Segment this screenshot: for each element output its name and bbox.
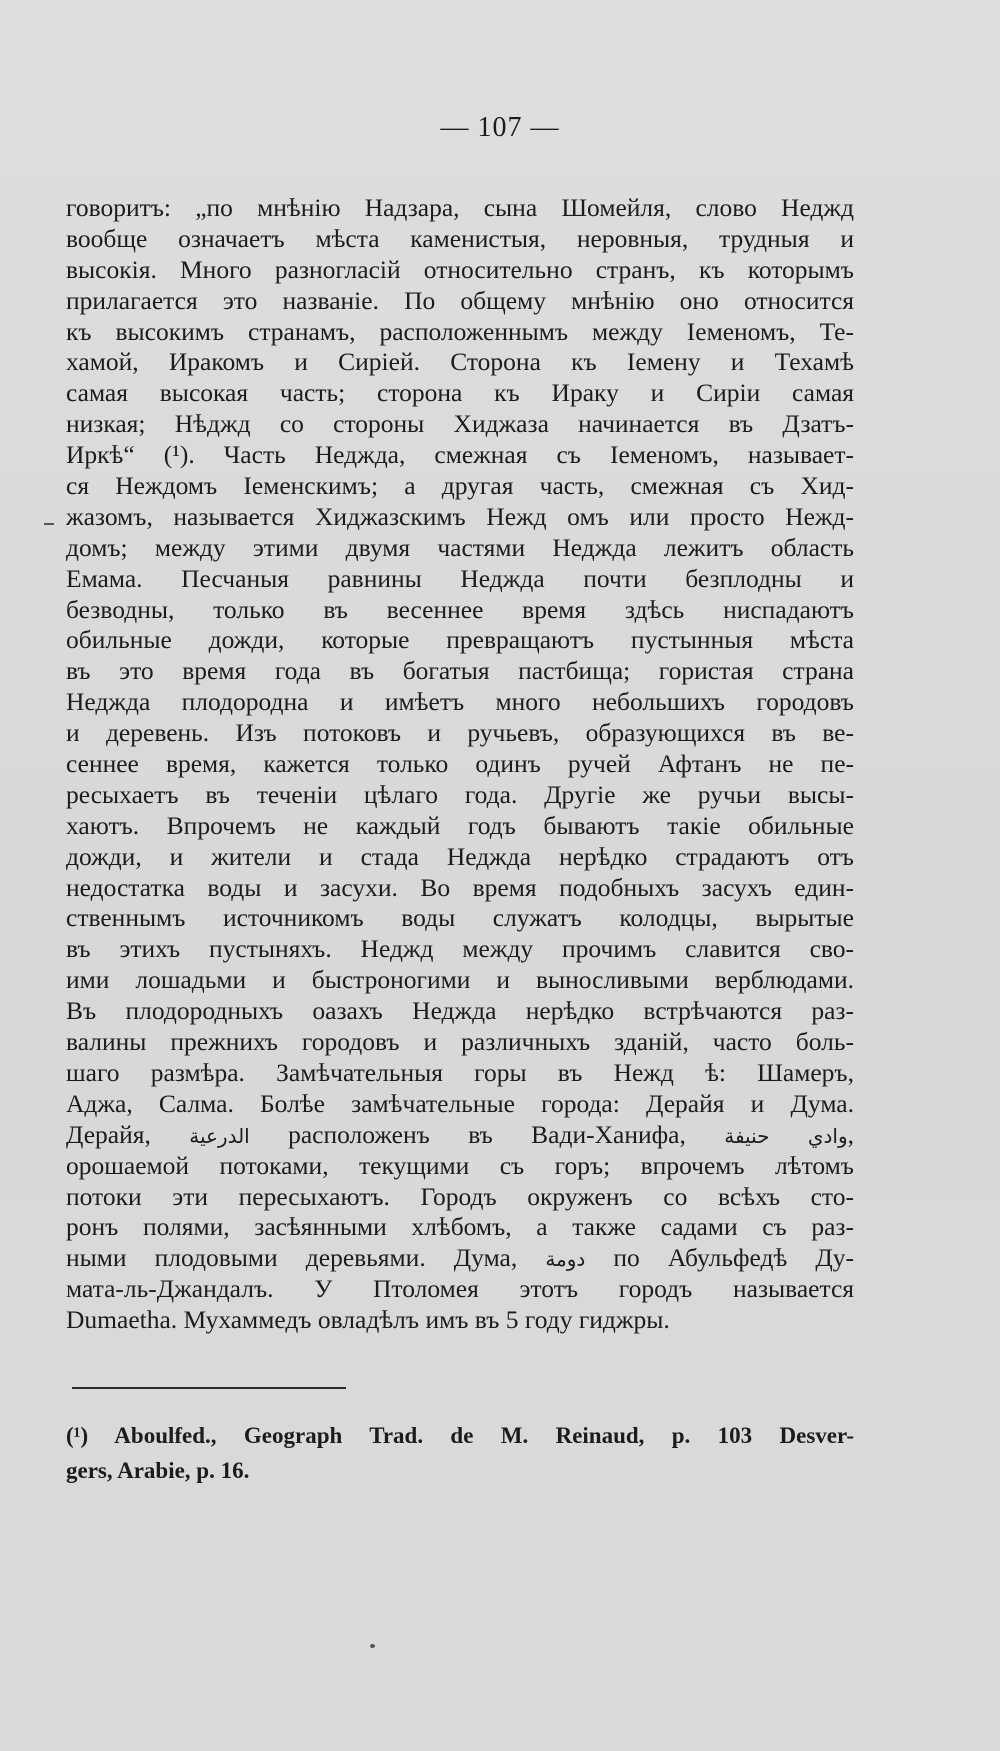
text-line: мата-ль-Джандалъ. У Птоломея этотъ городъ называется — [66, 1274, 854, 1304]
text-line: Dumaetha. Мухаммедъ овладѣлъ имъ въ 5 году гиджры. — [66, 1305, 670, 1335]
footnote-line: (¹) Aboulfed., Geograph Trad. de M. Reinaud, p. 103 Desver- — [66, 1423, 854, 1448]
text-line: хаютъ. Впрочемъ не каждый годъ бываютъ такіе обильные — [66, 810, 854, 840]
page-number: — 107 — — [440, 112, 560, 143]
text-line: Аджа, Салма. Болѣе замѣчательные города: Дерайя и Дума. — [66, 1088, 854, 1118]
duma-line-prefix: ными плодовыми деревьями. Дума, — [66, 1243, 518, 1273]
main-text — [66, 193, 854, 1336]
text-line: въ это время года въ богатыя пастбища; гористая страна — [66, 656, 854, 686]
arabic-line-suffix: , — [847, 1119, 854, 1149]
text-line: ресыхаетъ въ теченіи цѣлаго года. Другіе же ручьи высы- — [66, 779, 854, 809]
arabic-line-prefix: Дерайя, — [66, 1119, 151, 1149]
text-line: Неджда плодородна и имѣетъ много небольшихъ городовъ — [66, 687, 854, 717]
text-line: ся Неждомъ Іеменскимъ; а другая часть, смежная съ Хид- — [66, 471, 854, 501]
text-line: ственнымъ источникомъ воды служатъ колодцы, вырытые — [66, 903, 854, 933]
text-line: безводны, только въ весеннее время здѣсь ниспадаютъ — [66, 594, 854, 624]
footnote-divider — [72, 1387, 346, 1389]
text-line-with-arabic — [66, 1243, 854, 1274]
text-line: къ высокимъ странамъ, расположеннымъ между Іеменомъ, Те- — [66, 316, 854, 346]
text-line: хамой, Иракомъ и Сиріей. Сторона къ Іемену и Техамѣ — [66, 347, 854, 377]
text-line: прилагается это названіе. По общему мнѣнію оно относится — [66, 285, 854, 315]
text-line: дожди, и жители и стада Неджда нерѣдко страдаютъ отъ — [66, 841, 854, 871]
text-line-with-arabic — [66, 1120, 854, 1151]
text-line: ронъ полями, засѣянными хлѣбомъ, а также садами съ раз- — [66, 1212, 854, 1242]
duma-line-suffix: по Абульфедѣ Ду- — [613, 1243, 854, 1273]
margin-mark — [44, 523, 54, 525]
arabic-word-wadi-hanifa: وادي حنيفة — [724, 1123, 848, 1148]
arabic-line-middle: расположенъ въ Вади-Ханифа, — [288, 1119, 686, 1149]
arabic-word-deraya: الدرعية — [189, 1123, 250, 1148]
text-line: высокія. Много разногласій относительно странъ, къ которымъ — [66, 254, 854, 284]
text-line: и деревень. Изъ потоковъ и ручьевъ, образующихся въ ве- — [66, 718, 854, 748]
text-line: Иркѣ“ (¹). Часть Неджда, смежная съ Іеменомъ, называет- — [66, 440, 854, 470]
text-line: потоки эти пересыхаютъ. Городъ окруженъ со всѣхъ сто- — [66, 1181, 854, 1211]
text-line: низкая; Нѣджд со стороны Хиджаза начинается въ Дзатъ- — [66, 409, 854, 439]
text-line: недостатка воды и засухи. Во время подобныхъ засухъ един- — [66, 872, 854, 902]
text-line: валины прежнихъ городовъ и различныхъ зданій, часто боль- — [66, 1027, 854, 1057]
text-line: шаго размѣра. Замѣчательныя горы въ Нежд ѣ: Шамеръ, — [66, 1057, 854, 1087]
text-line: Емама. Песчаныя равнины Неджда почти безплодны и — [66, 563, 854, 593]
text-line: жазомъ, называется Хиджазскимъ Нежд омъ или просто Нежд- — [66, 501, 854, 531]
text-line: въ этихъ пустыняхъ. Неджд между прочимъ славится сво- — [66, 934, 854, 964]
text-line: ими лошадьми и быстроногими и выносливыми верблюдами. — [66, 965, 854, 995]
footnotes — [66, 1418, 854, 1488]
paper-speck — [370, 1644, 375, 1648]
text-line: говоритъ: „по мнѣнію Надзара, сына Шомейля, слово Неджд — [66, 193, 854, 222]
arabic-word-duma: دومة — [545, 1247, 586, 1272]
text-line: Въ плодородныхъ оазахъ Неджда нерѣдко встрѣчаются раз- — [66, 996, 854, 1026]
footnote-line: gers, Arabie, p. 16. — [66, 1458, 250, 1483]
text-line: орошаемой потоками, текущими съ горъ; впрочемъ лѣтомъ — [66, 1150, 854, 1180]
text-line: домъ; между этими двумя частями Неджда лежитъ область — [66, 532, 854, 562]
text-line: самая высокая часть; сторона къ Ираку и Сиріи самая — [66, 378, 854, 408]
text-line: вообще означаетъ мѣста каменистыя, неровныя, трудныя и — [66, 223, 854, 253]
text-line: обильные дожди, которые превращаютъ пустынныя мѣста — [66, 625, 854, 655]
text-line: сеннее время, кажется только одинъ ручей Афтанъ не пе- — [66, 749, 854, 779]
